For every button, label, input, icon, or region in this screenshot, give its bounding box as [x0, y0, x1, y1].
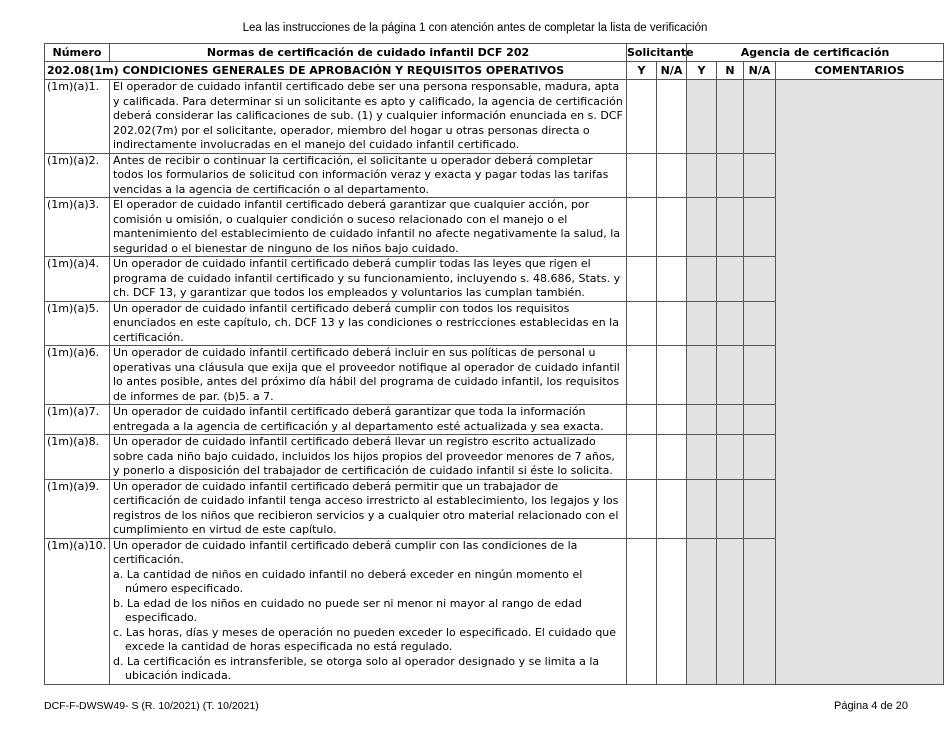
- agency-y-cell[interactable]: [687, 257, 717, 302]
- applicant-na-header: N/A: [657, 62, 687, 80]
- row-number: (1m)(a)5.: [45, 301, 110, 346]
- page-number: Página 4 de 20: [833, 700, 908, 712]
- comments-header: COMENTARIOS: [776, 62, 944, 80]
- table-row: [45, 80, 944, 154]
- agency-y-header: Y: [687, 62, 717, 80]
- certification-checklist-table: [44, 43, 944, 685]
- agency-y-cell[interactable]: [687, 153, 717, 198]
- row-text: Un operador de cuidado infantil certificado deberá incluir en sus políticas de personal u operativas una cláusula que exija que el proveedor notifique al operador de cuidado infantil lo antes posible, antes del próximo día hábil del programa de cuidado infantil, los requisitos de informes de par. (b)5. a 7.: [110, 346, 627, 405]
- agency-n-cell[interactable]: [717, 479, 744, 538]
- applicant-y-cell[interactable]: [627, 435, 657, 480]
- row-number: (1m)(a)1.: [45, 80, 110, 154]
- applicant-y-cell[interactable]: [627, 153, 657, 198]
- agency-y-cell[interactable]: [687, 538, 717, 684]
- top-instruction-note: Lea las instrucciones de la página 1 con atención antes de completar la lista de verificación: [242, 22, 708, 34]
- agency-na-cell[interactable]: [744, 301, 776, 346]
- column-header-normas: Normas de certificación de cuidado infantil DCF 202: [110, 44, 627, 62]
- applicant-y-cell[interactable]: [627, 538, 657, 684]
- applicant-y-cell[interactable]: [627, 257, 657, 302]
- subitem-a: a. La cantidad de niños en cuidado infantil no deberá exceder en ningún momento el número especificado.: [113, 567, 583, 595]
- agency-na-cell[interactable]: [744, 153, 776, 198]
- applicant-na-cell[interactable]: [657, 198, 687, 257]
- row-number: (1m)(a)4.: [45, 257, 110, 302]
- subitem-d: d. La certificación es intransferible, se otorga solo al operador designado y se limita a la ubicación indicada.: [113, 654, 600, 682]
- agency-y-cell[interactable]: [687, 405, 717, 435]
- row-text: Un operador de cuidado infantil certificado deberá cumplir con las condiciones de la certificación.: [113, 538, 578, 566]
- applicant-y-cell[interactable]: [627, 479, 657, 538]
- agency-na-cell[interactable]: [744, 257, 776, 302]
- column-header-agencia: Agencia de certificación: [687, 44, 944, 62]
- row-number: (1m)(a)3.: [45, 198, 110, 257]
- agency-n-cell[interactable]: [717, 346, 744, 405]
- row-number: (1m)(a)2.: [45, 153, 110, 198]
- row-text: Antes de recibir o continuar la certificación, el solicitante u operador deberá completar todos los formularios de solicitud con información veraz y exacta y pagar todas las tarifas vencidas a la agencia de certificación o al departamento.: [110, 153, 627, 198]
- row-text: Un operador de cuidado infantil certificado deberá garantizar que toda la información entregada a la agencia de certificación y al departamento esté actualizada y sea exacta.: [110, 405, 627, 435]
- applicant-y-cell[interactable]: [627, 346, 657, 405]
- row-text: Un operador de cuidado infantil certificado deberá cumplir todas las leyes que rigen el programa de cuidado infantil certificado y su funcionamiento, incluyendo s. 48.686, Stats. y ch. DCF 13, y garantizar que todos los empleados y voluntarios las cumplan también.: [110, 257, 627, 302]
- agency-na-cell[interactable]: [744, 198, 776, 257]
- applicant-y-cell[interactable]: [627, 198, 657, 257]
- agency-y-cell[interactable]: [687, 479, 717, 538]
- applicant-na-cell[interactable]: [657, 479, 687, 538]
- agency-n-cell[interactable]: [717, 405, 744, 435]
- row-text-with-subitems: [110, 538, 627, 684]
- row-text: El operador de cuidado infantil certificado debe ser una persona responsable, madura, apta y calificada. Para determinar si un solicitante es apto y calificado, la agencia de certificación deberá considerar las calificaciones de sub. (1) y cualquier información enunciada en s. DCF 202.02(7m) por el solicitante, operador, miembro del hogar u otras personas directa o indirectamente involucradas en el manejo del cuidado infantil certificado.: [110, 80, 627, 154]
- agency-n-cell[interactable]: [717, 301, 744, 346]
- applicant-na-cell[interactable]: [657, 538, 687, 684]
- agency-na-cell[interactable]: [744, 479, 776, 538]
- row-text: Un operador de cuidado infantil certificado deberá llevar un registro escrito actualizado sobre cada niño bajo cuidado, incluidos los hijos propios del proveedor menores de 7 años, y ponerlo a disposición del trabajador de certificación de cuidado infantil si éste lo solicita.: [110, 435, 627, 480]
- applicant-na-cell[interactable]: [657, 257, 687, 302]
- applicant-na-cell[interactable]: [657, 435, 687, 480]
- applicant-na-cell[interactable]: [657, 301, 687, 346]
- agency-na-cell[interactable]: [744, 405, 776, 435]
- agency-na-cell[interactable]: [744, 435, 776, 480]
- applicant-y-header: Y: [627, 62, 657, 80]
- agency-y-cell[interactable]: [687, 435, 717, 480]
- applicant-na-cell[interactable]: [657, 405, 687, 435]
- applicant-na-cell[interactable]: [657, 346, 687, 405]
- agency-n-cell[interactable]: [717, 435, 744, 480]
- row-number: (1m)(a)8.: [45, 435, 110, 480]
- agency-n-cell[interactable]: [717, 257, 744, 302]
- row-number: (1m)(a)7.: [45, 405, 110, 435]
- applicant-y-cell[interactable]: [627, 80, 657, 154]
- applicant-y-cell[interactable]: [627, 405, 657, 435]
- comments-cell[interactable]: [776, 80, 944, 685]
- agency-na-cell[interactable]: [744, 538, 776, 684]
- row-number: (1m)(a)6.: [45, 346, 110, 405]
- agency-na-header: N/A: [744, 62, 776, 80]
- subitem-c: c. Las horas, días y meses de operación no pueden exceder lo especificado. El cuidado que excede la cantidad de horas especificada no está regulado.: [113, 625, 617, 653]
- agency-na-cell[interactable]: [744, 80, 776, 154]
- column-header-solicitante: Solicitante: [627, 44, 687, 62]
- agency-n-cell[interactable]: [717, 80, 744, 154]
- row-text: Un operador de cuidado infantil certificado deberá cumplir con todos los requisitos enunciados en este capítulo, ch. DCF 13 y las condiciones o restricciones establecidas en la certificación.: [110, 301, 627, 346]
- row-text: El operador de cuidado infantil certificado deberá garantizar que cualquier acción, por comisión u omisión, o cualquier condición o suceso relacionado con el manejo o el mantenimiento del establecimiento de cuidado infantil no afecte negativamente la salud, la seguridad o el bienestar de ninguno de los niños bajo cuidado.: [110, 198, 627, 257]
- agency-y-cell[interactable]: [687, 198, 717, 257]
- row-number: (1m)(a)9.: [45, 479, 110, 538]
- column-header-numero: Número: [45, 44, 110, 62]
- agency-na-cell[interactable]: [744, 346, 776, 405]
- form-identifier: DCF-F-DWSW49- S (R. 10/2021) (T. 10/2021): [44, 700, 259, 712]
- agency-y-cell[interactable]: [687, 301, 717, 346]
- applicant-y-cell[interactable]: [627, 301, 657, 346]
- agency-n-header: N: [717, 62, 744, 80]
- agency-n-cell[interactable]: [717, 198, 744, 257]
- applicant-na-cell[interactable]: [657, 80, 687, 154]
- subitem-b: b. La edad de los niños en cuidado no puede ser ni menor ni mayor al rango de edad especificado.: [113, 596, 582, 624]
- agency-y-cell[interactable]: [687, 80, 717, 154]
- row-text: Un operador de cuidado infantil certificado deberá permitir que un trabajador de certificación de cuidado infantil tenga acceso irrestricto al establecimiento, los legajos y los registros de los niños que recibieron servicios y a cualquier otro material relacionado con el cumplimiento en virtud de este capítulo.: [110, 479, 627, 538]
- agency-y-cell[interactable]: [687, 346, 717, 405]
- row-number: (1m)(a)10.: [45, 538, 110, 684]
- section-title: 202.08(1m) CONDICIONES GENERALES DE APROBACIÓN Y REQUISITOS OPERATIVOS: [45, 62, 627, 80]
- applicant-na-cell[interactable]: [657, 153, 687, 198]
- agency-n-cell[interactable]: [717, 538, 744, 684]
- agency-n-cell[interactable]: [717, 153, 744, 198]
